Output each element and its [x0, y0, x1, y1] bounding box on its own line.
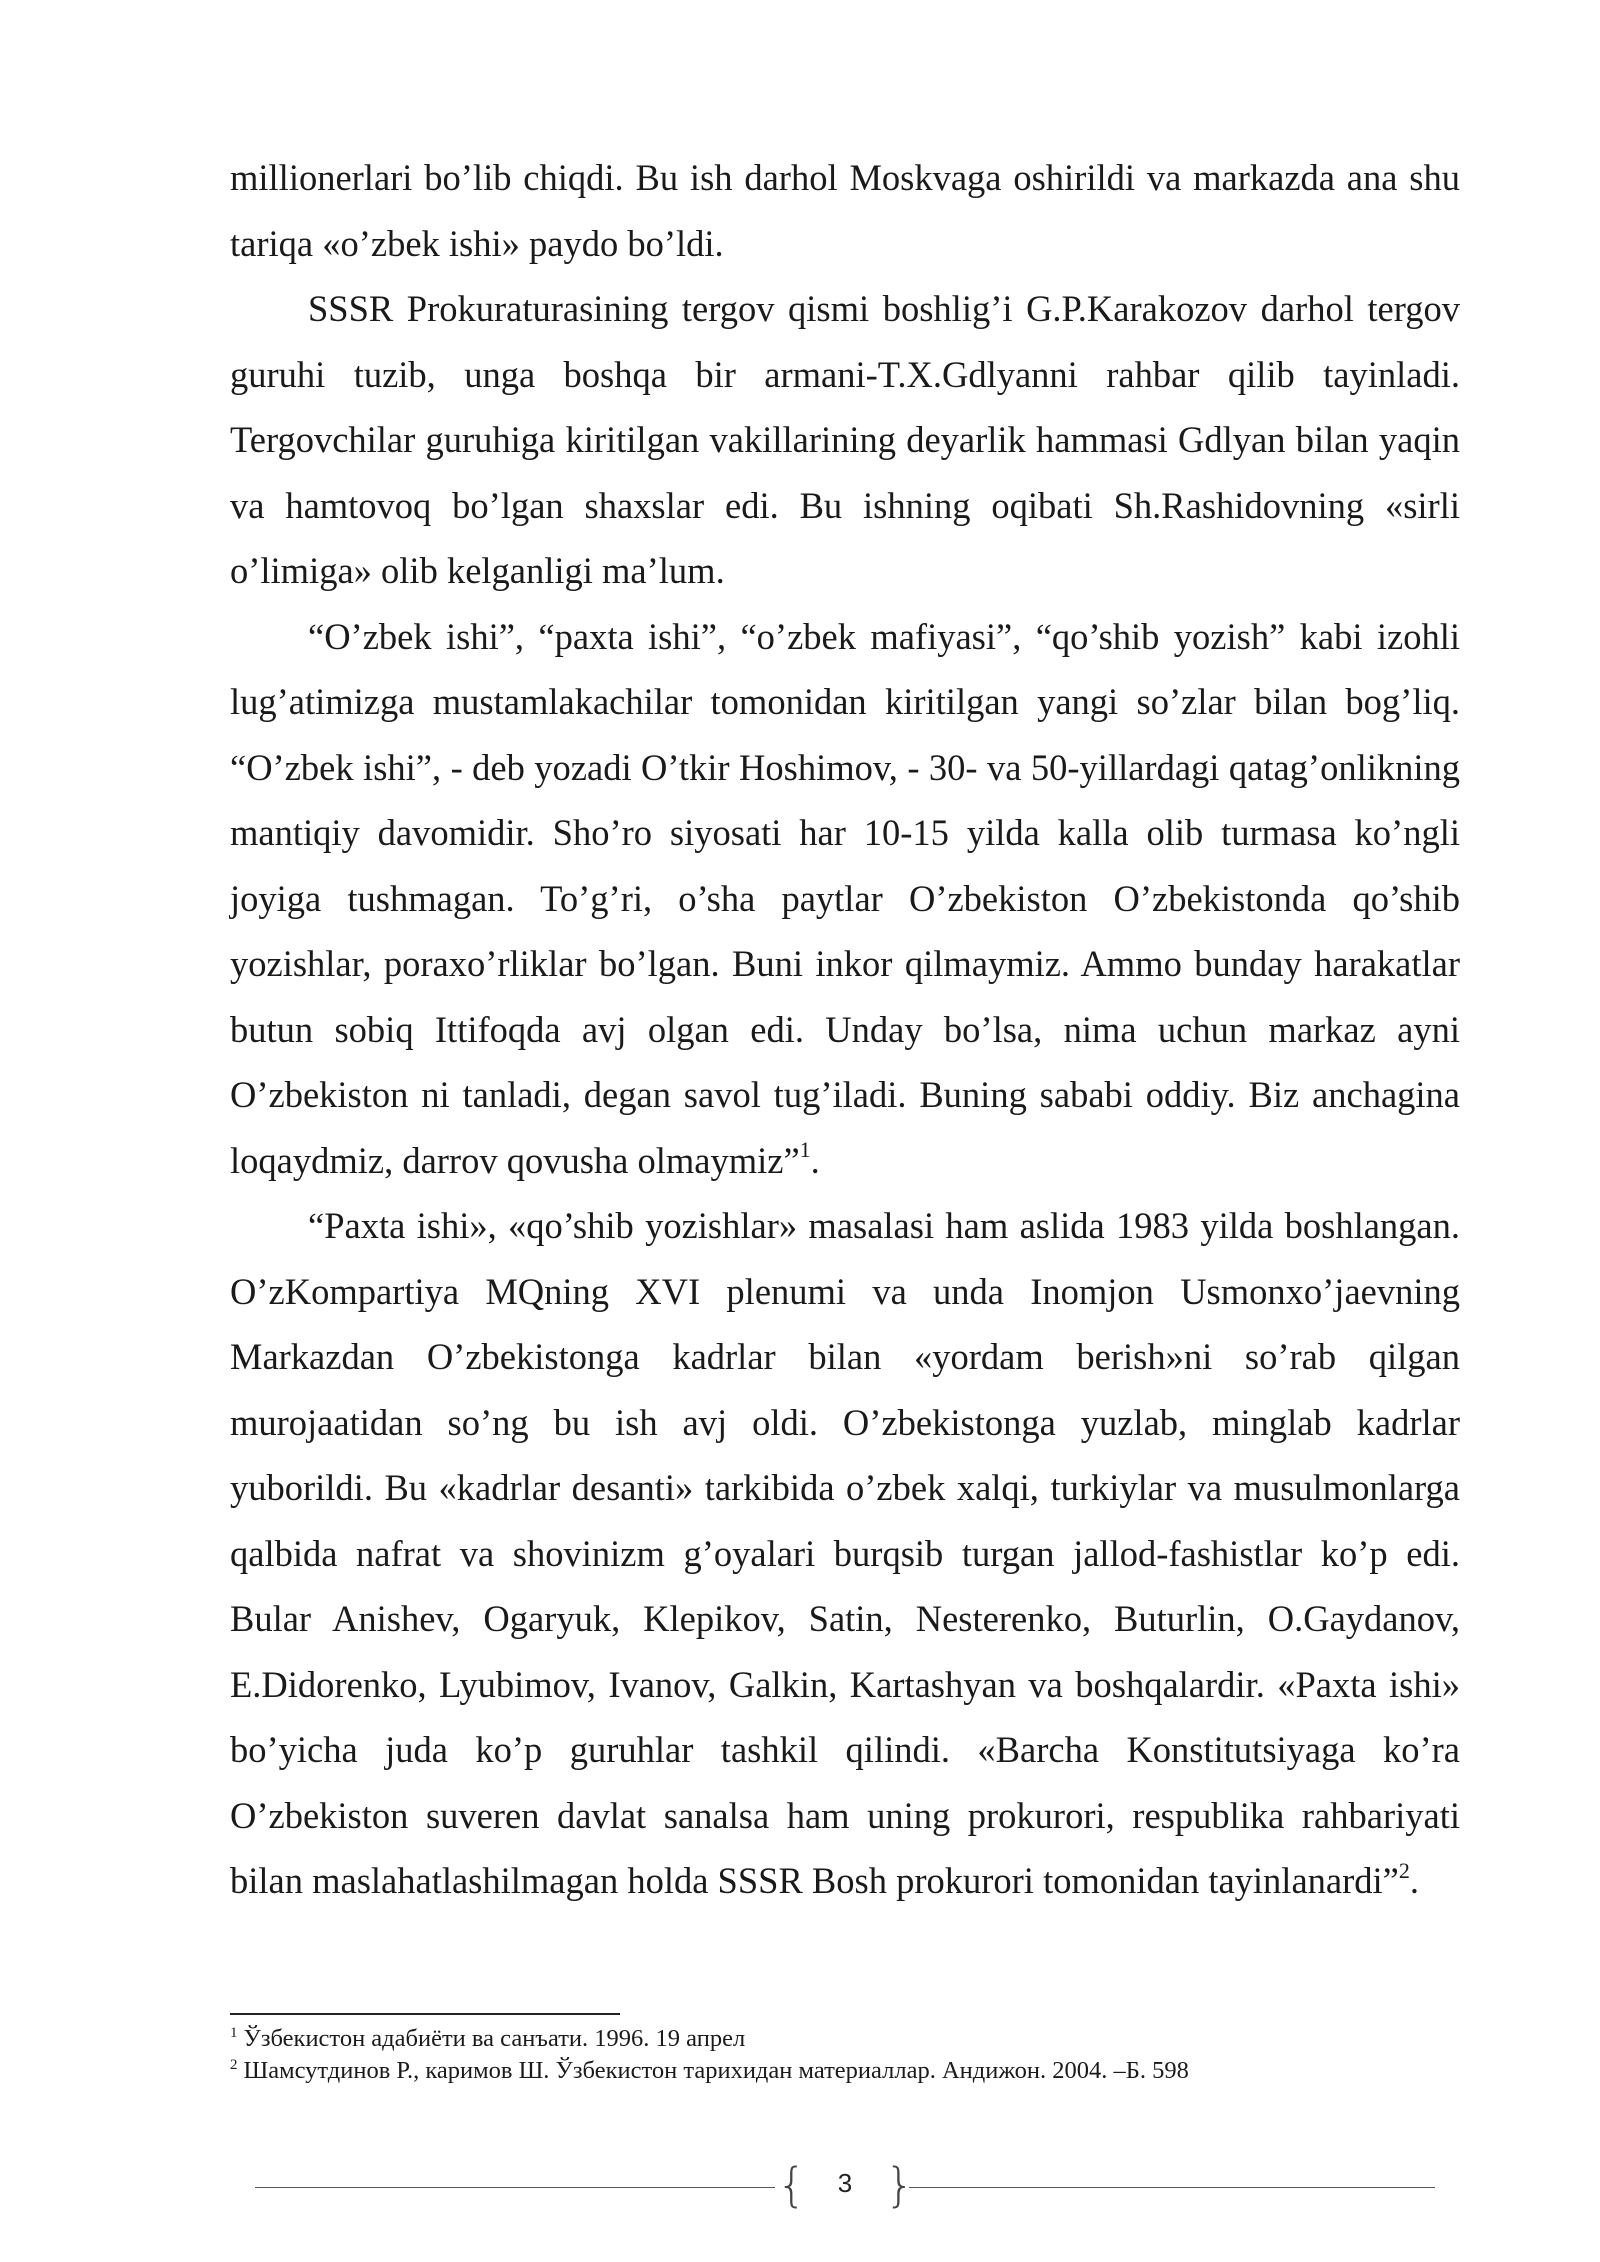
paragraph-2-text: SSSR Prokuraturasining tergov qismi boshlig’i G.P.Karakozov darhol tergov guruhi tuzib, unga boshqa bir armani-T.X.Gdlyanni rahbar qilib tayinladi. Tergovchilar guruhiga kiritilgan vakillarining deyarlik hammasi Gdlyan bilan yaqin va hamtovoq bo’lgan shaxslar edi. Bu ishning oqibati Sh.Rashidovning «sirli o’limiga» olib kelganligi ma’lum. — [230, 288, 1460, 591]
footer-rule-right — [909, 2187, 1435, 2188]
paragraph-1-text: millionerlari bo’lib chiqdi. Bu ish darhol Moskvaga oshirildi va markazda ana shu tariqa «o’zbek ishi» paydo bo’ldi. — [230, 157, 1460, 264]
footnote-separator — [230, 2013, 620, 2015]
paragraph-2 — [230, 276, 1460, 604]
footnote-1-text: Ўзбекистон адабиёти ва санъати. 1996. 19 апрел — [243, 2025, 746, 2052]
paragraph-4-text: “Paxta ishi», «qo’shib yozishlar» masalasi ham aslida 1983 yilda boshlangan. O’zKompartiya MQning XVI plenumi va unda Inomjon Usmonxo’jaevning Markazdan O’zbekistonga kadrlar bilan «yordam berish»ni so’rab qilgan murojaatidan so’ng bu ish avj oldi. O’zbekistonga yuzlab, minglab kadrlar yuborildi. Bu «kadrlar desanti» tarkibida o’zbek xalqi, turkiylar va musulmonlarga qalbida nafrat va shovinizm g’oyalari burqsib turgan jallod-fashistlar ko’p edi. Bular Anishev, Ogaryuk, Klepikov, Satin, Nesterenko, Buturlin, O.Gaydanov, E.Didorenko, Lyubimov, Ivanov, Galkin, Kartashyan va boshqalardir. «Paxta ishi» bo’yicha juda ko’p guruhlar tashkil qilindi. «Barcha Konstitutsiyaga ko’ra O’zbekiston suveren davlat sanalsa ham uning prokurori, respublika rahbariyati bilan maslahatlashilmagan holda SSSR Bosh prokurori tomonidan tayinlanardi” — [230, 1205, 1460, 1901]
left-brace-icon: { — [777, 2158, 807, 2212]
paragraph-3-text: “O’zbek ishi”, “paxta ishi”, “o’zbek mafiyasi”, “qo’shib yozish” kabi izohli lug’atimizga mustamlakachilar tomonidan kiritilgan yangi so’zlar bilan bog’liq. “O’zbek ishi”, - deb yozadi O’tkir Hoshimov, - 30- va 50-yillardagi qatag’onlikning mantiqiy davomidir. Sho’ro siyosati har 10-15 yilda kalla olib turmasa ko’ngli joyiga tushmagan. To’g’ri, o’sha paytlar O’zbekiston O’zbekistonda qo’shib yozishlar, poraxo’rliklar bo’lgan. Buni inkor qilmaymiz. Ammo bunday harakatlar butun sobiq Ittifoqda avj olgan edi. Unday bo’lsa, nima uchun markaz ayni O’zbekiston ni tanladi, degan savol tug’iladi. Buning sababi oddiy. Biz anchagina loqaydmiz, darrov qovusha olmaymiz” — [230, 615, 1460, 1181]
paragraph-1 — [230, 145, 1460, 276]
footnote-reference-1[interactable]: 1 — [799, 1137, 811, 1163]
footnote-2-number: 2 — [230, 2056, 238, 2073]
page-footer — [255, 2156, 1435, 2218]
footer-rule-left — [255, 2187, 775, 2188]
footnotes — [230, 2023, 1460, 2087]
footnote-reference-2[interactable]: 2 — [1398, 1857, 1410, 1883]
footnote-1-number: 1 — [230, 2024, 238, 2041]
document-body — [230, 145, 1460, 1914]
page-number: 3 — [837, 2168, 853, 2198]
footnote-2-text: Шамсутдинов Р., каримов Ш. Ўзбекистон тарихидан материаллар. Андижон. 2004. –Б. 598 — [243, 2057, 1189, 2084]
footnote-2 — [230, 2055, 1460, 2087]
footnote-1 — [230, 2023, 1460, 2055]
paragraph-4: “Paxta ishi», «qo’shib yozishlar» masalasi ham aslida 1983 yilda boshlangan. O’zKompartiya MQning XVI plenumi va unda Inomjon Usmonxo’jaevning Markazdan O’zbekistonga kadrlar bilan «yordam berish»ni so’rab qilgan murojaatidan so’ng bu ish avj oldi. O’zbekistonga yuzlab, minglab kadrlar yuborildi. Bu «kadrlar desanti» tarkibida o’zbek xalqi, turkiylar va musulmonlarga qalbida nafrat va shovinizm g’oyalari burqsib turgan jallod-fashistlar ko’p edi. Bular Anishev, Ogaryuk, Klepikov, Satin, Nesterenko, Buturlin, O.Gaydanov, E.Didorenko, Lyubimov, Ivanov, Galkin, Kartashyan va boshqalardir. «Paxta ishi» bo’yicha juda ko’p guruhlar tashkil qilindi. «Barcha Konstitutsiyaga ko’ra O’zbekiston suveren davlat sanalsa ham uning prokurori, respublika rahbariyati bilan maslahatlashilmagan holda SSSR Bosh prokurori tomonidan tayinlanardi”$^2$. — [230, 1205, 1460, 1901]
right-brace-icon: } — [885, 2158, 915, 2212]
paragraph-3: “O’zbek ishi”, “paxta ishi”, “o’zbek mafiyasi”, “qo’shib yozish” kabi izohli lug’atimizga mustamlakachilar tomonidan kiritilgan yangi so’zlar bilan bog’liq. “O’zbek ishi”, - deb yozadi O’tkir Hoshimov, - 30- va 50-yillardagi qatag’onlikning mantiqiy davomidir. Sho’ro siyosati har 10-15 yilda kalla olib turmasa ko’ngli joyiga tushmagan. To’g’ri, o’sha paytlar O’zbekiston O’zbekistonda qo’shib yozishlar, poraxo’rliklar bo’lgan. Buni inkor qilmaymiz. Ammo bunday harakatlar butun sobiq Ittifoqda avj olgan edi. Unday bo’lsa, nima uchun markaz ayni O’zbekiston ni tanladi, degan savol tug’iladi. Buning sababi oddiy. Biz anchagina loqaydmiz, darrov qovusha olmaymiz”$^1$. — [230, 615, 1460, 1181]
